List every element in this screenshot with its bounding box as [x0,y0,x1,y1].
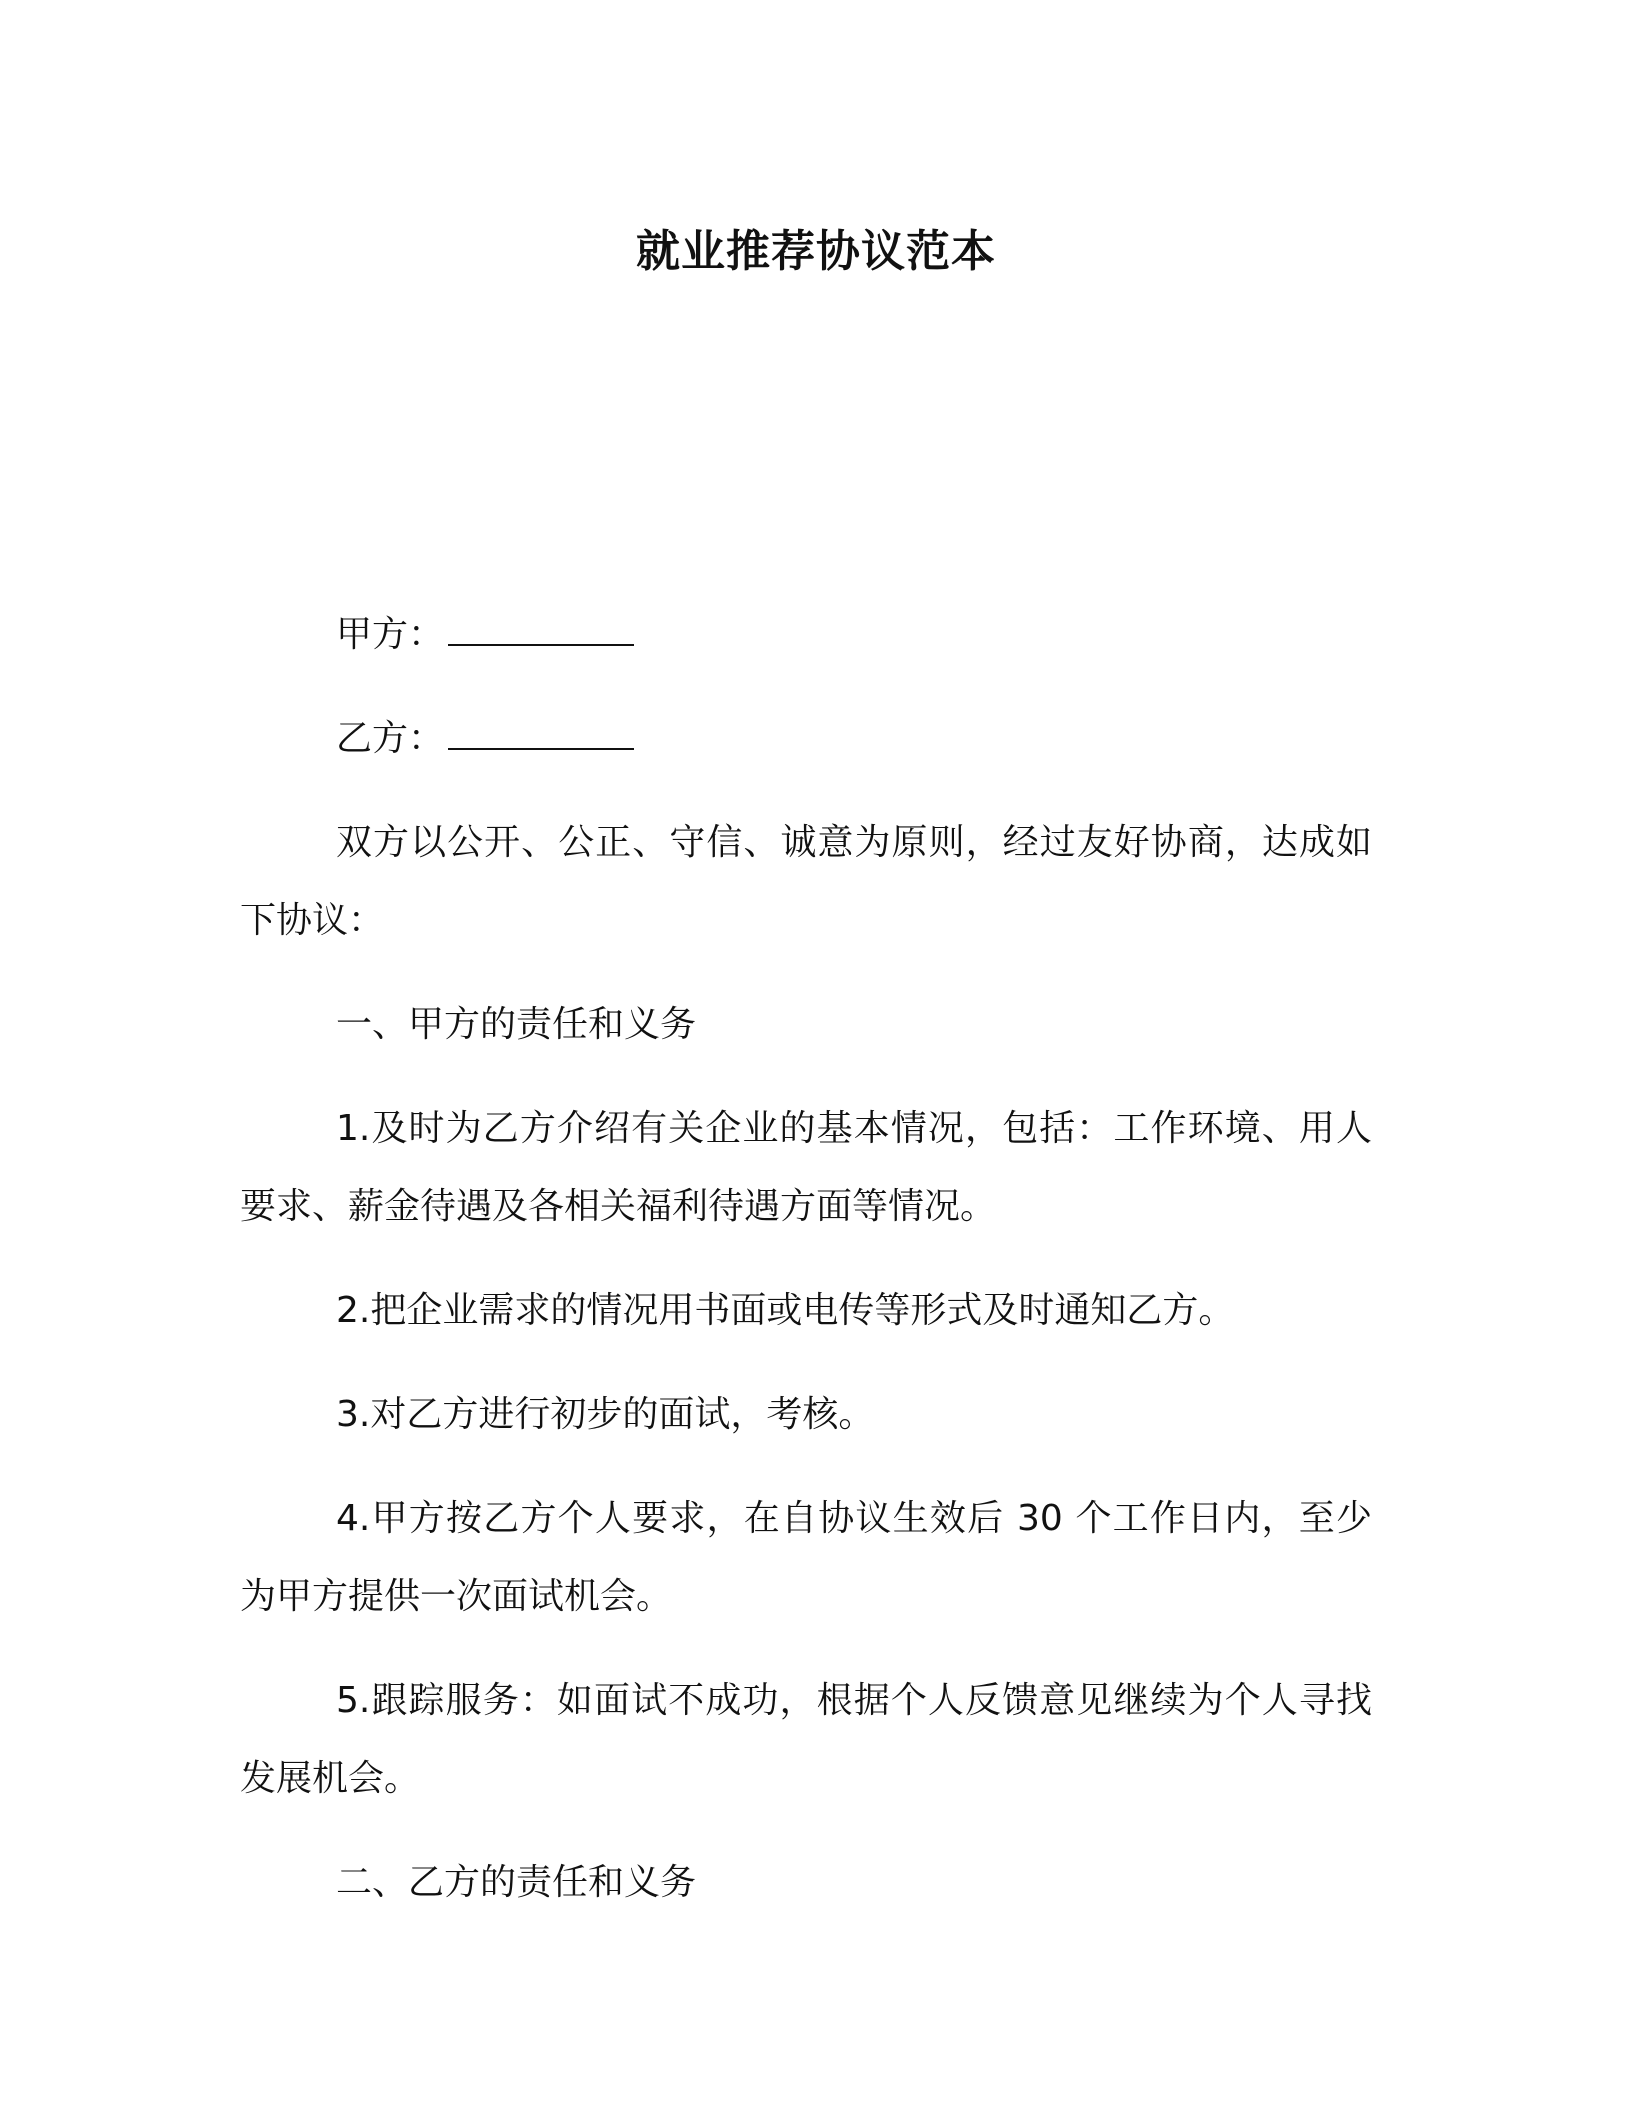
section-heading-1: 一、甲方的责任和义务 [336,1004,697,1045]
section-heading-2: 二、乙方的责任和义务 [336,1862,697,1903]
clause-2: 2.把企业需求的情况用书面或电传等形式及时通知乙方。 [336,1290,1235,1331]
party-a-label: 甲方： [336,614,445,655]
party-b-label: 乙方： [336,718,445,759]
party-b-line [240,700,1372,778]
document-title: 就业推荐协议范本 [636,226,996,277]
party-a-blank [448,614,634,646]
clause-5: 5.跟踪服务：如面试不成功，根据个人反馈意见继续为个人寻找发展机会。 [240,1680,1372,1799]
party-b-blank [448,718,634,750]
clause-1: 1.及时为乙方介绍有关企业的基本情况，包括：工作环境、用人要求、薪金待遇及各相关福利待遇方面等情况。 [240,1108,1372,1227]
clause-3: 3.对乙方进行初步的面试，考核。 [336,1394,875,1435]
clause-4: 4.甲方按乙方个人要求，在自协议生效后 30 个工作日内，至少为甲方提供一次面试机会。 [240,1498,1372,1617]
party-a-line [240,596,1372,674]
intro-paragraph: 双方以公开、公正、守信、诚意为原则，经过友好协商，达成如下协议： [240,822,1372,941]
document-body [240,596,1372,1948]
